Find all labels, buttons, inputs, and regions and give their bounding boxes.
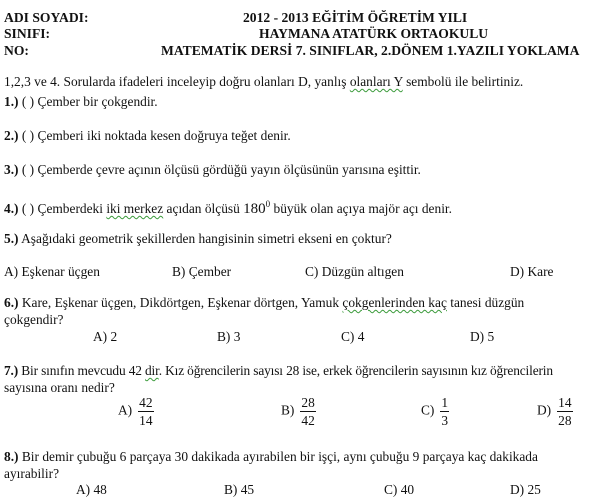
- option-c: C) 4: [341, 329, 365, 344]
- name-label: ADI SOYADI:: [4, 10, 89, 25]
- question-marked-text: çokgenlerinden kaç: [342, 295, 447, 310]
- option-c: C) 40: [384, 482, 415, 497]
- question-text: tanesi düzgün: [446, 295, 525, 310]
- instructions-text-end: sembolü ile belirtiniz.: [402, 74, 524, 89]
- question-text: Bir sınıfın mevcudu 42: [18, 363, 146, 378]
- option-a: A) 2: [93, 329, 118, 344]
- numerator: 1: [441, 395, 449, 410]
- instructions-text: 1,2,3 ve 4. Sorularda ifadeleri inceleyip doğru olanları D, yanlış: [4, 74, 350, 89]
- option-b: B) 3: [217, 329, 241, 344]
- question-4: [4, 197, 452, 217]
- question-7-line2: sayısına oranı nedir?: [4, 380, 115, 395]
- question-text: Çemberdeki: [37, 201, 107, 216]
- question-text: açıdan ölçüsü: [163, 201, 244, 216]
- exam-title: MATEMATİK DERSİ 7. SINIFLAR, 2.DÖNEM 1.YAZILI YOKLAMA: [161, 43, 580, 58]
- option-b: B) 45: [224, 482, 255, 497]
- option-a: [118, 395, 154, 428]
- question-8: [4, 449, 538, 464]
- question-7: [4, 363, 553, 378]
- option-label: A): [118, 402, 133, 418]
- question-number: 7.): [4, 363, 19, 378]
- option-c: [421, 395, 449, 428]
- answer-blank: ( ): [21, 128, 35, 143]
- answer-blank: ( ): [21, 201, 35, 216]
- answer-blank: ( ): [21, 94, 35, 109]
- question-text: Çemberi iki noktada kesen doğruya teğet denir.: [37, 128, 291, 143]
- question-marked-text: iki merkez: [106, 201, 164, 216]
- question-2: [4, 128, 291, 143]
- number-label: NO:: [4, 43, 29, 58]
- numerator: 14: [558, 395, 572, 410]
- option-a: A) Eşkenar üçgen: [4, 264, 100, 279]
- question-text: . Kız öğrencilerin sayısı 28 ise, erkek öğrencilerin sayısının kız öğrencilerin: [158, 363, 553, 378]
- option-c: C) Düzgün altıgen: [305, 264, 404, 279]
- question-text: Çember bir çokgendir.: [37, 94, 158, 109]
- fraction: [440, 395, 449, 428]
- question-number: 5.): [4, 231, 19, 246]
- denominator: 42: [301, 413, 315, 428]
- question-text: Çemberde çevre açının ölçüsü gördüğü yayın ölçüsünün yarısına eşittir.: [37, 162, 421, 177]
- answer-blank: ( ): [21, 162, 35, 177]
- question-6: [4, 295, 524, 310]
- question-6-line2: çokgendir?: [4, 312, 64, 327]
- question-8-line2: ayırabilir?: [4, 466, 60, 481]
- question-3: [4, 162, 421, 177]
- instructions: [4, 74, 523, 89]
- question-number: 2.): [4, 128, 19, 143]
- question-text: büyük olan açıya majör açı denir.: [270, 201, 452, 216]
- fraction: [557, 395, 572, 428]
- degree-number: 180: [243, 201, 266, 217]
- option-a: A) 48: [76, 482, 107, 497]
- question-text: Kare, Eşkenar üçgen, Dikdörtgen, Eşkenar dörtgen, Yamuk: [18, 295, 343, 310]
- question-text: Aşağıdaki geometrik şekillerden hangisinin simetri ekseni en çoktur?: [18, 231, 392, 246]
- option-d: [537, 395, 573, 428]
- option-label: B): [281, 402, 295, 418]
- school-name: HAYMANA ATATÜRK ORTAOKULU: [259, 26, 489, 41]
- school-year: 2012 - 2013 EĞİTİM ÖĞRETİM YILI: [243, 10, 468, 25]
- question-number: 8.): [4, 449, 19, 464]
- option-b: [281, 395, 316, 428]
- denominator: 28: [558, 413, 572, 428]
- question-1: [4, 94, 158, 109]
- option-label: D): [537, 402, 552, 418]
- denominator: 3: [441, 413, 449, 428]
- question-number: 3.): [4, 162, 19, 177]
- question-5: [4, 231, 392, 246]
- numerator: 28: [301, 395, 315, 410]
- option-d: D) 5: [470, 329, 495, 344]
- option-b: B) Çember: [172, 264, 232, 279]
- question-text: Bir demir çubuğu 6 parçaya 30 dakikada ayırabilen bir işçi, aynı çubuğu 9 parçaya kaç dakikada: [18, 449, 538, 464]
- question-number: 6.): [4, 295, 19, 310]
- question-number: 4.): [4, 201, 19, 216]
- class-label: SINIFI:: [4, 26, 51, 41]
- option-d: D) Kare: [510, 264, 554, 279]
- question-number: 1.): [4, 94, 19, 109]
- question-marked-text: dir: [145, 363, 159, 378]
- numerator: 42: [139, 395, 153, 410]
- fraction: [300, 395, 315, 428]
- denominator: 14: [139, 413, 153, 428]
- fraction: [138, 395, 153, 428]
- degree-value: [243, 201, 270, 217]
- degree-sign: 0: [265, 199, 271, 209]
- option-d: D) 25: [510, 482, 541, 497]
- option-label: C): [421, 402, 435, 418]
- instructions-marked-text: olanları Y: [349, 74, 403, 89]
